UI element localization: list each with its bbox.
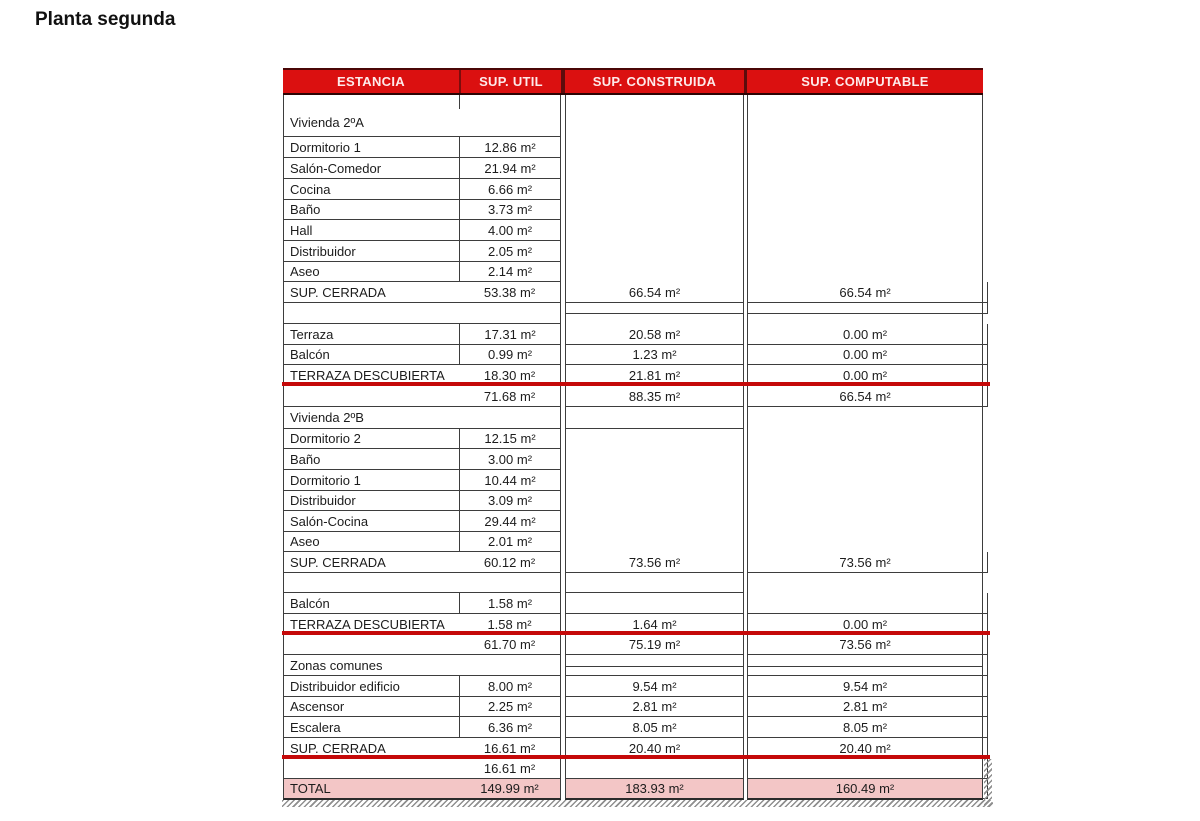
sup-construida-cell: [565, 491, 744, 511]
sup-computable-cell: [747, 220, 983, 241]
sup-construida-cell: [565, 137, 744, 158]
sup-util-cell: [459, 314, 561, 324]
table-row-summary: [283, 282, 983, 303]
sup-util-cell: 3.00 m²: [459, 449, 561, 470]
table-row-room: [283, 179, 983, 200]
sup-construida-cell: [565, 470, 744, 491]
sup-construida-cell: [565, 593, 744, 614]
table-row-spacer-top: [283, 95, 983, 109]
sup-computable-cell: [747, 407, 983, 429]
table-row-room3: [283, 324, 983, 345]
estancia-cell: Escalera: [283, 717, 459, 738]
sup-util-cell: 12.15 m²: [459, 429, 561, 449]
sup-construida-cell: [565, 158, 744, 179]
table-row-room: [283, 137, 983, 158]
sup-computable-cell: 9.54 m²: [747, 676, 983, 697]
sup-computable-cell: [747, 158, 983, 179]
sup-computable-cell: [747, 491, 983, 511]
table-row-room: [283, 220, 983, 241]
sup-construida-cell: 20.40 m²: [565, 738, 744, 759]
sup-computable-cell: 160.49 m²: [747, 779, 983, 800]
table-row-room: [283, 429, 983, 449]
sup-computable-cell: [747, 573, 983, 593]
sup-construida-cell: 88.35 m²: [565, 386, 744, 407]
table-row-spacer-l: [283, 314, 983, 324]
table-row-room: [283, 511, 983, 532]
sup-util-cell: 2.05 m²: [459, 241, 561, 262]
sup-util-cell: 1.58 m²: [459, 593, 561, 614]
sup-computable-cell: [747, 137, 983, 158]
sup-util-cell: [459, 109, 561, 137]
sup-util-cell: 16.61 m²: [459, 759, 561, 779]
table-row-room: [283, 470, 983, 491]
sup-computable-cell: [747, 449, 983, 470]
table-row-summary-red: [283, 365, 983, 386]
estancia-cell: Dormitorio 1: [283, 470, 459, 491]
sup-computable-cell: 66.54 m²: [747, 386, 983, 407]
sup-computable-cell: 66.54 m²: [747, 282, 983, 303]
sup-construida-cell: [565, 241, 744, 262]
sup-util-cell: 149.99 m²: [459, 779, 561, 800]
table-row-room3: [283, 345, 983, 365]
sup-construida-cell: [565, 532, 744, 552]
sup-construida-cell: 9.54 m²: [565, 676, 744, 697]
estancia-cell: [283, 759, 459, 779]
sup-computable-cell: 2.81 m²: [747, 697, 983, 717]
table-row-summary-red: [283, 614, 983, 635]
estancia-cell: [283, 303, 459, 314]
sup-construida-cell: [565, 179, 744, 200]
table-row-room: [283, 262, 983, 282]
sup-computable-cell: [747, 241, 983, 262]
estancia-cell: SUP. CERRADA: [283, 738, 459, 759]
estancia-cell: [283, 386, 459, 407]
column-header-sup-construida: SUP. CONSTRUIDA: [592, 74, 717, 89]
estancia-cell: [283, 95, 459, 109]
estancia-cell: Dormitorio 2: [283, 429, 459, 449]
sup-util-cell: [459, 407, 561, 429]
sup-computable-cell: 0.00 m²: [747, 614, 983, 635]
estancia-cell: TERRAZA DESCUBIERTA: [283, 614, 459, 635]
sup-construida-cell: [565, 200, 744, 220]
sup-util-cell: 2.14 m²: [459, 262, 561, 282]
column-header-sup-util: SUP. UTIL: [459, 70, 561, 93]
estancia-cell: TERRAZA DESCUBIERTA: [283, 365, 459, 386]
estancia-cell: Hall: [283, 220, 459, 241]
sup-util-cell: [459, 573, 561, 593]
sup-computable-cell: 0.00 m²: [747, 365, 983, 386]
estancia-cell: TOTAL: [283, 779, 459, 800]
sup-construida-cell: [565, 95, 744, 109]
sup-util-cell: 61.70 m²: [459, 635, 561, 655]
table-row-room3: [283, 676, 983, 697]
table-row-room: [283, 200, 983, 220]
sup-util-cell: 29.44 m²: [459, 511, 561, 532]
sup-computable-cell: 0.00 m²: [747, 324, 983, 345]
estancia-cell: Cocina: [283, 179, 459, 200]
estancia-cell: Distribuidor: [283, 241, 459, 262]
sup-util-cell: [459, 95, 561, 109]
table-row-label-mr: [283, 655, 983, 676]
estancia-cell: Distribuidor: [283, 491, 459, 511]
table-row-room: [283, 449, 983, 470]
sup-util-cell: 6.36 m²: [459, 717, 561, 738]
sup-util-cell: 18.30 m²: [459, 365, 561, 386]
sup-construida-cell: [565, 655, 744, 676]
table-header-row: [283, 68, 983, 95]
table-row-room3: [283, 697, 983, 717]
sup-computable-cell: [747, 429, 983, 449]
sup-construida-cell: [565, 759, 744, 779]
estancia-cell: Balcón: [283, 345, 459, 365]
estancia-cell: SUP. CERRADA: [283, 552, 459, 573]
sup-computable-cell: [747, 593, 983, 614]
sup-construida-cell: 1.64 m²: [565, 614, 744, 635]
sup-construida-cell: [565, 407, 744, 429]
estancia-cell: SUP. CERRADA: [283, 282, 459, 303]
sup-util-cell: [459, 303, 561, 314]
table-row-spacer-lm: [283, 573, 983, 593]
sup-computable-cell: 8.05 m²: [747, 717, 983, 738]
sup-util-cell: 2.25 m²: [459, 697, 561, 717]
sup-util-cell: 17.31 m²: [459, 324, 561, 345]
table-row-room: [283, 158, 983, 179]
sup-computable-cell: [747, 470, 983, 491]
sup-computable-cell: [747, 109, 983, 137]
sup-construida-cell: [565, 303, 744, 314]
sup-util-cell: 10.44 m²: [459, 470, 561, 491]
sup-computable-cell: 0.00 m²: [747, 345, 983, 365]
sup-construida-cell: 73.56 m²: [565, 552, 744, 573]
sup-computable-cell: 73.56 m²: [747, 552, 983, 573]
table-row-room3: [283, 593, 983, 614]
estancia-cell: Aseo: [283, 532, 459, 552]
sup-computable-cell: [747, 262, 983, 282]
sup-util-cell: 6.66 m²: [459, 179, 561, 200]
sup-util-cell: 60.12 m²: [459, 552, 561, 573]
sup-computable-cell: [747, 303, 983, 314]
sup-computable-cell: [747, 95, 983, 109]
sup-util-cell: 16.61 m²: [459, 738, 561, 759]
estancia-cell: Distribuidor edificio: [283, 676, 459, 697]
sup-computable-cell: 20.40 m²: [747, 738, 983, 759]
sup-construida-cell: 66.54 m²: [565, 282, 744, 303]
sup-util-cell: 4.00 m²: [459, 220, 561, 241]
right-hatch-band: [984, 759, 992, 807]
table-row-label: [283, 109, 983, 137]
sup-util-cell: 1.58 m²: [459, 614, 561, 635]
table-body: [283, 95, 983, 800]
estancia-cell: Baño: [283, 200, 459, 220]
table-row-room: [283, 241, 983, 262]
sup-computable-cell: [747, 532, 983, 552]
sup-computable-cell: [747, 759, 983, 779]
estancia-cell: Balcón: [283, 593, 459, 614]
sup-computable-cell: [747, 655, 983, 676]
sup-util-cell: 2.01 m²: [459, 532, 561, 552]
estancia-cell: Salón-Cocina: [283, 511, 459, 532]
bottom-hatch-band: [282, 800, 993, 807]
sup-computable-cell: [747, 200, 983, 220]
sup-construida-cell: [565, 429, 744, 449]
sup-construida-cell: 2.81 m²: [565, 697, 744, 717]
table-row-room: [283, 532, 983, 552]
estancia-cell: Vivienda 2ºB: [283, 407, 459, 429]
sup-construida-cell: 8.05 m²: [565, 717, 744, 738]
estancia-cell: Vivienda 2ºA: [283, 109, 459, 137]
sup-util-cell: 53.38 m²: [459, 282, 561, 303]
page-title: Planta segunda: [35, 9, 176, 30]
table-row-subtotal: [283, 635, 983, 655]
sup-construida-cell: [565, 109, 744, 137]
estancia-cell: [283, 573, 459, 593]
estancia-cell: Baño: [283, 449, 459, 470]
sup-construida-cell: 183.93 m²: [565, 779, 744, 800]
column-header-estancia: ESTANCIA: [337, 74, 405, 89]
column-header-sup-computable: SUP. COMPUTABLE: [801, 74, 929, 89]
sup-construida-cell: 75.19 m²: [565, 635, 744, 655]
sup-util-cell: 71.68 m²: [459, 386, 561, 407]
estancia-cell: Terraza: [283, 324, 459, 345]
table-row-summary: [283, 552, 983, 573]
table-row-spacer-mr: [283, 303, 983, 314]
sup-construida-cell: 21.81 m²: [565, 365, 744, 386]
table-row-room: [283, 491, 983, 511]
sup-construida-cell: 1.23 m²: [565, 345, 744, 365]
estancia-cell: Zonas comunes: [283, 655, 459, 676]
sup-util-cell: 8.00 m²: [459, 676, 561, 697]
sup-computable-cell: 73.56 m²: [747, 635, 983, 655]
table-row-room3: [283, 717, 983, 738]
estancia-cell: Ascensor: [283, 697, 459, 717]
sup-construida-cell: [565, 262, 744, 282]
sup-computable-cell: [747, 314, 983, 324]
estancia-cell: Aseo: [283, 262, 459, 282]
areas-table: [283, 68, 983, 800]
estancia-cell: Dormitorio 1: [283, 137, 459, 158]
sup-util-cell: 21.94 m²: [459, 158, 561, 179]
table-row-label-m: [283, 407, 983, 429]
table-row-subtotal: [283, 386, 983, 407]
estancia-cell: Salón-Comedor: [283, 158, 459, 179]
sup-util-cell: 12.86 m²: [459, 137, 561, 158]
sup-construida-cell: [565, 220, 744, 241]
sup-construida-cell: [565, 449, 744, 470]
estancia-cell: [283, 635, 459, 655]
estancia-cell: [283, 314, 459, 324]
table-row-total: [283, 779, 983, 800]
sup-computable-cell: [747, 511, 983, 532]
sup-construida-cell: [565, 314, 744, 324]
table-row-summary-red: [283, 738, 983, 759]
table-row-plain: [283, 759, 983, 779]
sup-construida-cell: [565, 511, 744, 532]
sup-util-cell: 3.73 m²: [459, 200, 561, 220]
sup-util-cell: 3.09 m²: [459, 491, 561, 511]
sup-util-cell: [459, 655, 561, 676]
sup-construida-cell: 20.58 m²: [565, 324, 744, 345]
sup-computable-cell: [747, 179, 983, 200]
sup-util-cell: 0.99 m²: [459, 345, 561, 365]
sup-construida-cell: [565, 573, 744, 593]
